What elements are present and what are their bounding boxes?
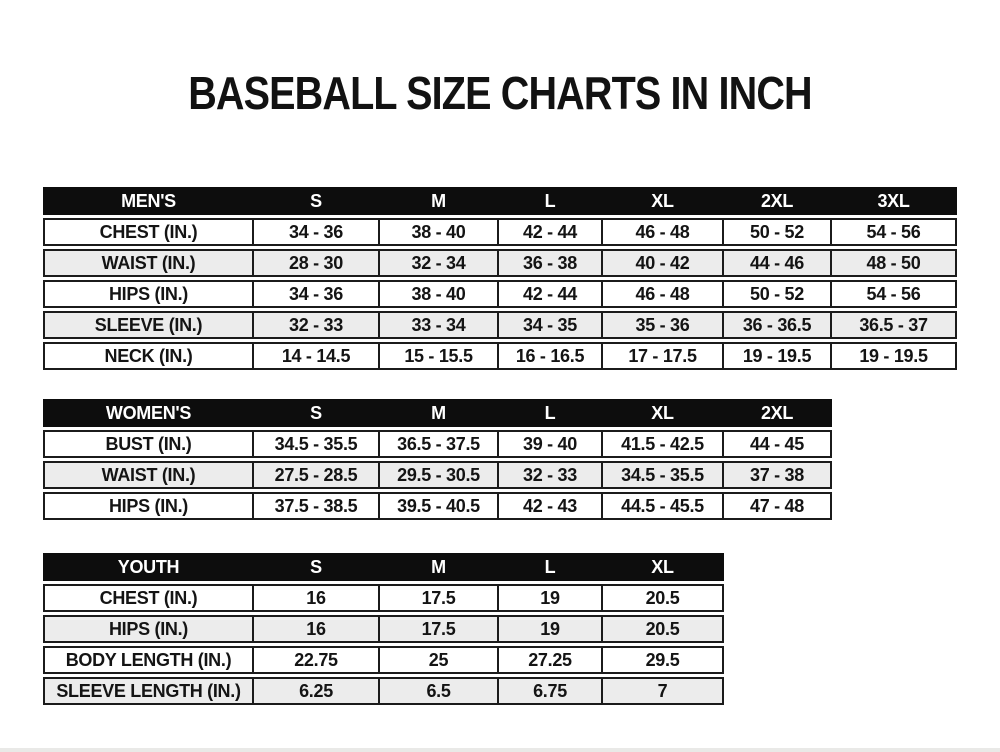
youth-size-table (43, 550, 724, 708)
size-header-cell: L (499, 553, 603, 581)
youth-table-grid (43, 550, 724, 708)
data-cell: 27.25 (499, 646, 603, 674)
table-title-cell: YOUTH (43, 553, 254, 581)
header-row (43, 399, 832, 427)
table-row (43, 615, 724, 643)
size-header-cell: XL (603, 553, 724, 581)
data-cell: 37 - 38 (724, 461, 832, 489)
table-row (43, 249, 957, 277)
table-title-cell: MEN'S (43, 187, 254, 215)
data-cell: 35 - 36 (603, 311, 724, 339)
data-cell: 17.5 (380, 584, 499, 612)
data-cell: 42 - 44 (499, 280, 603, 308)
data-cell: 39 - 40 (499, 430, 603, 458)
data-cell: 33 - 34 (380, 311, 499, 339)
data-cell: 34 - 36 (254, 280, 380, 308)
data-cell: 27.5 - 28.5 (254, 461, 380, 489)
data-cell: 15 - 15.5 (380, 342, 499, 370)
row-label: WAIST (IN.) (43, 249, 254, 277)
data-cell: 34 - 36 (254, 218, 380, 246)
data-cell: 38 - 40 (380, 280, 499, 308)
size-header-cell: L (499, 399, 603, 427)
data-cell: 17.5 (380, 615, 499, 643)
data-cell: 34 - 35 (499, 311, 603, 339)
data-cell: 7 (603, 677, 724, 705)
size-header-cell: M (380, 553, 499, 581)
size-header-cell: S (254, 187, 380, 215)
data-cell: 14 - 14.5 (254, 342, 380, 370)
size-header-cell: 2XL (724, 399, 832, 427)
table-row (43, 461, 832, 489)
header-row (43, 187, 957, 215)
row-label: BODY LENGTH (IN.) (43, 646, 254, 674)
row-label: NECK (IN.) (43, 342, 254, 370)
size-header-cell: S (254, 553, 380, 581)
size-header-cell: M (380, 399, 499, 427)
table-row (43, 430, 832, 458)
size-header-cell: 2XL (724, 187, 832, 215)
data-cell: 41.5 - 42.5 (603, 430, 724, 458)
data-cell: 46 - 48 (603, 218, 724, 246)
row-label: SLEEVE (IN.) (43, 311, 254, 339)
data-cell: 44 - 45 (724, 430, 832, 458)
data-cell: 29.5 - 30.5 (380, 461, 499, 489)
data-cell: 19 - 19.5 (724, 342, 832, 370)
data-cell: 6.5 (380, 677, 499, 705)
data-cell: 54 - 56 (832, 218, 957, 246)
data-cell: 47 - 48 (724, 492, 832, 520)
table-row (43, 646, 724, 674)
row-label: BUST (IN.) (43, 430, 254, 458)
data-cell: 16 (254, 584, 380, 612)
row-label: HIPS (IN.) (43, 615, 254, 643)
table-row (43, 342, 957, 370)
data-cell: 36 - 38 (499, 249, 603, 277)
data-cell: 20.5 (603, 615, 724, 643)
table-row (43, 584, 724, 612)
data-cell: 32 - 33 (499, 461, 603, 489)
data-cell: 36.5 - 37 (832, 311, 957, 339)
size-header-cell: 3XL (832, 187, 957, 215)
data-cell: 44.5 - 45.5 (603, 492, 724, 520)
data-cell: 6.75 (499, 677, 603, 705)
womens-table-grid (43, 396, 832, 523)
header-row (43, 553, 724, 581)
data-cell: 19 (499, 584, 603, 612)
table-title-cell: WOMEN'S (43, 399, 254, 427)
mens-size-table (43, 184, 957, 373)
page-title: BASEBALL SIZE CHARTS IN INCH (188, 67, 812, 119)
womens-size-table (43, 396, 832, 523)
data-cell: 42 - 44 (499, 218, 603, 246)
row-label: HIPS (IN.) (43, 280, 254, 308)
table-row (43, 280, 957, 308)
data-cell: 46 - 48 (603, 280, 724, 308)
size-header-cell: L (499, 187, 603, 215)
data-cell: 40 - 42 (603, 249, 724, 277)
row-label: CHEST (IN.) (43, 218, 254, 246)
data-cell: 50 - 52 (724, 218, 832, 246)
row-label: CHEST (IN.) (43, 584, 254, 612)
data-cell: 17 - 17.5 (603, 342, 724, 370)
data-cell: 36.5 - 37.5 (380, 430, 499, 458)
table-row (43, 218, 957, 246)
data-cell: 44 - 46 (724, 249, 832, 277)
data-cell: 22.75 (254, 646, 380, 674)
data-cell: 37.5 - 38.5 (254, 492, 380, 520)
data-cell: 32 - 33 (254, 311, 380, 339)
data-cell: 29.5 (603, 646, 724, 674)
data-cell: 32 - 34 (380, 249, 499, 277)
data-cell: 19 (499, 615, 603, 643)
table-row (43, 311, 957, 339)
data-cell: 34.5 - 35.5 (254, 430, 380, 458)
size-header-cell: XL (603, 187, 724, 215)
data-cell: 39.5 - 40.5 (380, 492, 499, 520)
data-cell: 28 - 30 (254, 249, 380, 277)
data-cell: 54 - 56 (832, 280, 957, 308)
size-header-cell: M (380, 187, 499, 215)
size-header-cell: S (254, 399, 380, 427)
row-label: HIPS (IN.) (43, 492, 254, 520)
data-cell: 42 - 43 (499, 492, 603, 520)
data-cell: 25 (380, 646, 499, 674)
mens-table-grid (43, 184, 957, 373)
data-cell: 16 - 16.5 (499, 342, 603, 370)
data-cell: 20.5 (603, 584, 724, 612)
row-label: SLEEVE LENGTH (IN.) (43, 677, 254, 705)
data-cell: 36 - 36.5 (724, 311, 832, 339)
data-cell: 6.25 (254, 677, 380, 705)
size-header-cell: XL (603, 399, 724, 427)
data-cell: 48 - 50 (832, 249, 957, 277)
data-cell: 19 - 19.5 (832, 342, 957, 370)
data-cell: 38 - 40 (380, 218, 499, 246)
data-cell: 50 - 52 (724, 280, 832, 308)
table-row (43, 677, 724, 705)
table-row (43, 492, 832, 520)
row-label: WAIST (IN.) (43, 461, 254, 489)
data-cell: 16 (254, 615, 380, 643)
data-cell: 34.5 - 35.5 (603, 461, 724, 489)
